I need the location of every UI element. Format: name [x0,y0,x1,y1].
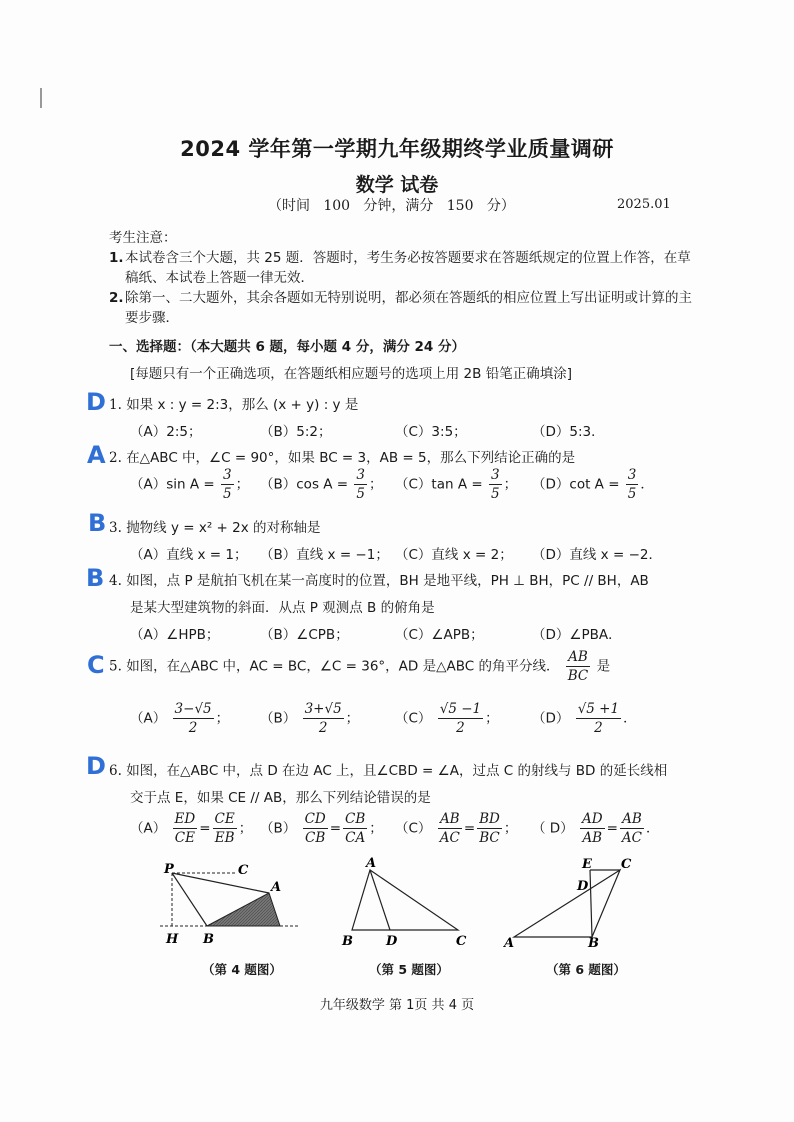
fraction-denominator: EB [214,830,235,846]
option-c: （C） $\frac{AB}{AC}$ = $\frac{BD}{BC}$ ； [395,811,518,846]
fraction-denominator: AB [582,830,603,846]
fraction-denominator: 2 [188,720,198,736]
handwritten-answer: B [88,509,107,537]
fraction [221,466,234,503]
fraction-denominator: 5 [627,486,637,502]
label-p: P [164,862,174,877]
fraction-denominator: 2 [594,720,603,736]
fraction-numerator: CB [345,811,366,827]
fraction-numerator: √5 −1 [439,701,482,717]
question-stem: 抛物线 y = x² + 2x 的对称轴是 [126,520,321,536]
fraction-numerator: 3+√5 [304,701,342,717]
fraction-denominator: 5 [490,486,500,502]
option-c: （C）3:5； [395,424,467,440]
notice-item-number: 2. [109,290,124,306]
fraction-denominator: CB [305,830,326,846]
label-c: C [238,863,249,878]
fraction [580,810,605,847]
fraction [354,466,367,503]
option-label: （A）sin A = [130,476,215,493]
label-b: B [342,934,353,949]
fraction [477,810,502,847]
handwritten-answer: B [86,564,105,592]
question-2 [109,446,575,466]
fraction [489,466,502,503]
question-stem-tail: 是 [596,658,611,675]
option-b: （B） $\frac{CD}{CB}$ = $\frac{CB}{CA}$ ； [260,811,383,846]
question-5 [109,648,610,685]
question-6-continued: 交于点 E，如果 CE // AB，那么下列结论错误的是 [130,790,431,806]
label-e: E [582,857,592,872]
section-title: 一、选择题：（本大题共 6 题，每小题 4 分，满分 24 分） [109,339,466,355]
option-label: （D）cot A = [532,476,620,493]
question-number: 2. [109,450,122,466]
handwritten-answer: D [86,752,106,780]
fraction [626,466,639,503]
fraction-denominator: AC [621,830,642,846]
option-a: （A） $\frac{ED}{CE}$ = $\frac{CE}{EB}$ ； [130,811,253,846]
question-number: 1. [109,397,122,413]
fraction-denominator: 5 [223,486,232,502]
fraction-numerator: 3 [627,467,637,483]
option-label: （D） [532,710,570,727]
handwritten-answer: A [87,441,106,469]
candidate-notice [109,228,699,328]
question-4 [109,569,649,589]
fraction-numerator: AD [581,811,603,827]
line-pb [172,873,207,926]
option-label: （B） [260,710,297,727]
fraction [343,810,367,847]
option-label: （A） [130,820,167,837]
fraction-numerator: CD [304,811,326,827]
fraction [173,700,214,737]
option-a: （A）∠HPB； [130,627,220,643]
fraction-numerator: 3−√5 [174,701,212,717]
option-d: （D）5:3． [532,424,605,440]
fraction [303,810,328,847]
option-c: （C） $\frac{√5 -1}{2}$ ； [395,701,499,736]
option-d: （D） $\frac{√5 +1}{2}$ ． [532,701,637,736]
option-b: （B）直线 x = −1； [260,547,389,563]
fraction-numerator: BD [479,811,500,827]
option-a: （A）2:5； [130,424,202,440]
figure-5 [340,855,475,950]
label-c: C [456,934,467,949]
handwritten-answer: D [86,388,106,416]
option-label: （B）cos A = [260,476,349,493]
triangle-abc [514,870,620,937]
option-a: （A）直线 x = 1； [130,547,248,563]
fraction-numerator: AB [566,648,591,667]
fraction-denominator: 2 [318,720,328,736]
fraction [566,648,591,685]
fraction-numerator: AB [438,810,462,829]
page-footer: 九年级数学 第 1页 共 4 页 [319,998,475,1013]
question-number: 6. [109,763,122,779]
question-stem: 如图，点 P 是航拍飞机在某一高度时的位置，BH 是地平线，PH ⊥ BH，PC // BH，AB [126,573,649,589]
fraction-numerator: AB [620,810,644,829]
exam-title: 2024 学年第一学期九年级期终学业质量调研 [180,137,614,161]
option-b: （B）5:2； [260,424,332,440]
notice-item-text: 本试卷含三个大题，共 25 题．答题时，考生务必按答题要求在答题纸规定的位置上作答，在草稿纸、本试卷上答题一律无效． [125,250,691,286]
fraction-numerator: 3 [490,467,500,483]
option-label: （ D） [532,820,574,837]
notice-heading: 考生注意： [109,230,177,246]
fraction [213,810,237,847]
line-pa [172,873,269,893]
label-d: D [386,934,398,949]
option-d: （D）cot A = $\frac{3}{5}$ ． [532,467,654,502]
label-d: D [577,879,589,894]
question-4-continued: 是某大型建筑物的斜面．从点 P 观测点 B 的俯角是 [130,600,435,616]
option-c: （C）tan A = $\frac{3}{5}$ ； [395,467,518,502]
option-b: （B） $\frac{3+√5}{2}$ ； [260,701,360,736]
question-stem: 在△ABC 中，∠C = 90°，如果 BC = 3，AB = 5，那么下列结论正确的是 [126,450,576,466]
section-instruction: [每题只有一个正确选项，在答题纸相应题号的选项上用 2B 铅笔正确填涂] [130,366,572,382]
option-d: （D）直线 x = −2． [532,547,662,563]
fraction-denominator: 5 [356,486,365,502]
question-6 [109,759,667,779]
figure-6 [500,855,645,950]
figure-4-caption: （第 4 题图） [202,962,282,977]
question-1 [109,393,358,413]
label-a: A [504,936,515,950]
option-c: （C）直线 x = 2； [395,547,513,563]
question-stem: 如果 x : y = 2:3，那么 (x + y) : y 是 [126,397,359,413]
option-label: （C） [395,820,432,837]
fraction [303,700,344,737]
figure-4 [158,858,303,950]
label-b: B [203,932,214,947]
question-3 [109,516,321,536]
question-number: 4. [109,573,122,589]
question-stem: 如图，在△ABC 中，点 D 在边 AC 上，且∠CBD = ∠A，过点 C 的射线与 BD 的延长线相 [126,763,668,779]
notice-item [109,248,699,288]
option-a: （A） $\frac{3-√5}{2}$ ； [130,701,230,736]
option-label: （A） [130,710,167,727]
question-number: 3. [109,520,122,536]
handwritten-answer: C [87,651,105,679]
fraction-numerator: ED [174,811,196,827]
fraction-numerator: 3 [356,467,365,483]
fraction [438,700,483,737]
triangle-abc [352,870,458,930]
fraction-denominator: BC [479,830,500,846]
building-slope [207,893,280,926]
fraction-numerator: CE [214,811,235,827]
option-b: （B）cos A = $\frac{3}{5}$ ； [260,467,383,502]
fraction-denominator: CE [174,830,195,846]
notice-item [109,288,699,328]
exam-date: 2025.01 [617,197,671,212]
fraction-denominator: 2 [456,720,465,736]
fraction-numerator: √5 +1 [577,701,620,717]
option-b: （B）∠CPB； [260,627,349,643]
notice-item-number: 1. [109,250,124,266]
option-label: （C） [395,710,432,727]
figure-5-caption: （第 5 题图） [369,962,449,977]
option-d: （D）∠PBA． [532,627,622,643]
exam-subtitle: 数学 试卷 [355,174,439,196]
label-b: B [588,936,599,950]
option-c: （C）∠APB； [395,627,484,643]
figure-6-caption: （第 6 题图） [546,962,626,977]
fraction-numerator: 3 [223,467,232,483]
option-label: （C）tan A = [395,476,483,493]
question-stem: 如图，在△ABC 中，AC = BC，∠C = 36°，AD 是△ABC 的角平分线． [126,658,560,675]
notice-item-text: 除第一、二大题外，其余各题如无特别说明，都必须在答题纸的相应位置上写出证明或计算的主要步骤． [125,290,692,326]
label-a: A [271,880,282,895]
fraction [173,810,198,847]
label-a: A [366,856,377,871]
fraction [620,810,644,847]
fraction [576,700,621,737]
segment-ad [370,870,390,930]
time-info: （时间 100 分钟，满分 150 分） [268,198,515,214]
fraction-denominator: AC [439,830,460,846]
question-number: 5. [109,658,122,675]
segment-be [590,870,592,937]
fraction [438,810,462,847]
fraction-denominator: CA [345,830,366,846]
option-label: （B） [260,820,297,837]
label-h: H [166,932,179,947]
scan-artifact [40,88,42,108]
option-a: （A）sin A = $\frac{3}{5}$ ； [130,467,250,502]
label-c: C [621,857,632,872]
fraction-denominator: BC [567,668,589,684]
option-d: （ D） $\frac{AD}{AB}$ = $\frac{AB}{AC}$ ． [532,811,660,846]
